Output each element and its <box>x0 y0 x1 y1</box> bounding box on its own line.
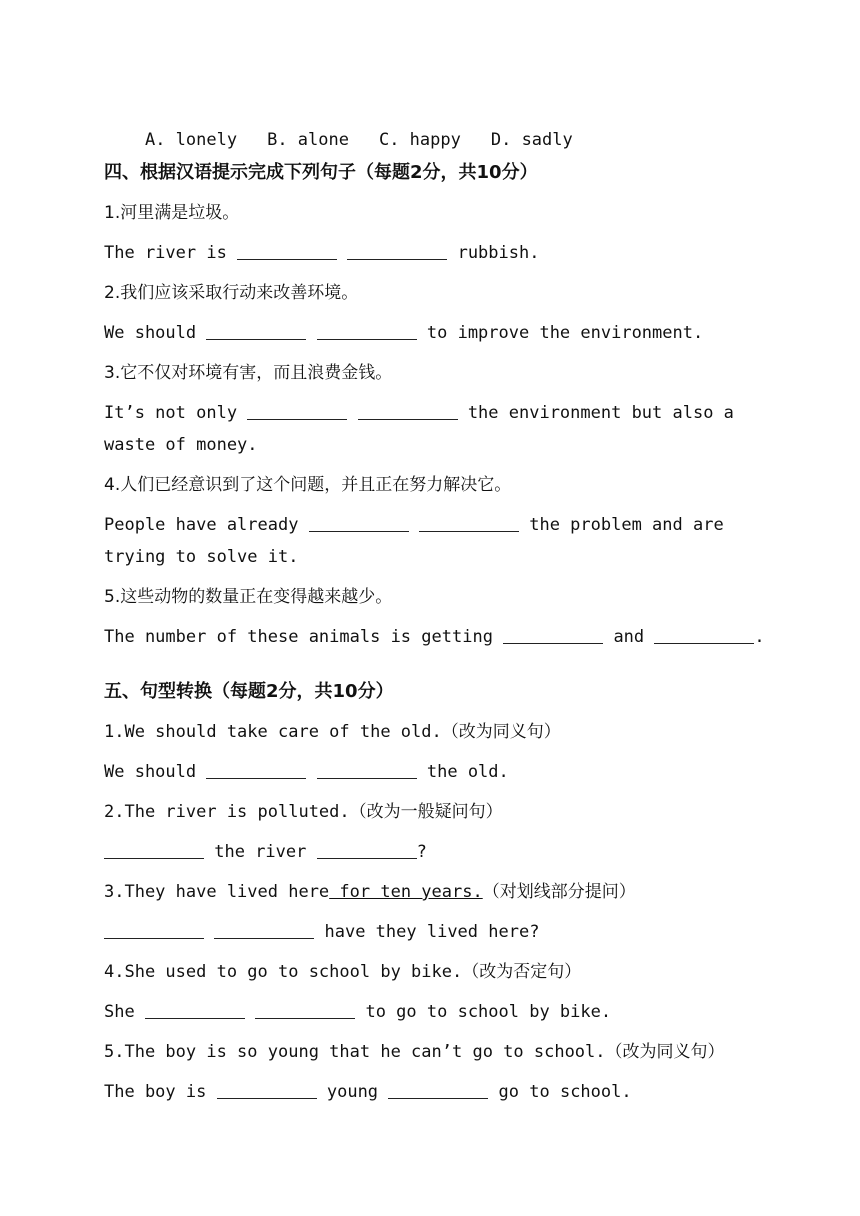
s5-q1-text: 1.We should take care of the old. <box>104 722 442 742</box>
s5-q3-question <box>104 881 636 903</box>
s4-q5-mid: and <box>613 627 645 647</box>
answer-blank[interactable] <box>317 323 417 340</box>
s4-q2-chinese: 2.我们应该采取行动来改善环境。 <box>104 283 359 303</box>
answer-blank[interactable] <box>237 243 337 260</box>
answer-blank[interactable] <box>247 403 347 420</box>
s4-q3-continued: waste of money. <box>104 435 258 455</box>
s4-q3-english <box>104 402 734 424</box>
s4-q1-english <box>104 242 539 264</box>
s4-q3-post: the environment but also a <box>467 403 734 423</box>
answer-blank[interactable] <box>347 243 447 260</box>
answer-blank[interactable] <box>654 627 754 644</box>
s4-q4-continued: trying to solve it. <box>104 547 299 567</box>
answer-blank[interactable] <box>317 762 417 779</box>
s4-q1-pre: The river is <box>104 243 227 263</box>
s5-q5-text: 5.The boy is so young that he can’t go to school. <box>104 1042 606 1062</box>
answer-blank[interactable] <box>419 515 519 532</box>
s4-q2-post: to improve the environment. <box>426 323 704 343</box>
s4-q5-pre: The number of these animals is getting <box>104 627 493 647</box>
s4-q4-pre: People have already <box>104 515 299 535</box>
s5-q2-mid: the river <box>214 842 307 862</box>
s5-q2-post: ? <box>416 842 427 862</box>
s5-q5-pre: The boy is <box>104 1082 207 1102</box>
s4-q2-pre: We should <box>104 323 197 343</box>
s5-q4-answer <box>104 1001 611 1023</box>
s4-q3-chinese: 3.它不仅对环境有害，而且浪费金钱。 <box>104 363 393 383</box>
s5-q4-text: 4.She used to go to school by bike. <box>104 962 463 982</box>
option-b: B. alone <box>267 130 349 150</box>
s5-q4-pre: She <box>104 1002 135 1022</box>
option-a: A. lonely <box>144 130 238 150</box>
s5-q3-post: have they lived here? <box>324 922 540 942</box>
answer-blank[interactable] <box>206 323 306 340</box>
s5-q1-post: the old. <box>426 762 509 782</box>
s5-q4-note: （改为否定句） <box>462 962 582 982</box>
s4-q4-english <box>104 514 724 536</box>
s5-q2-question <box>104 801 503 823</box>
s5-q2-note: （改为一般疑问句） <box>349 802 503 822</box>
answer-blank[interactable] <box>214 922 314 939</box>
s5-q1-note: （改为同义句） <box>441 722 561 742</box>
s5-q4-question <box>104 961 581 983</box>
answer-blank[interactable] <box>388 1082 488 1099</box>
answer-blank[interactable] <box>104 842 204 859</box>
option-c: C. happy <box>378 130 461 150</box>
s5-q5-post: go to school. <box>498 1082 632 1102</box>
s5-q3-answer <box>104 921 539 943</box>
s4-q3-pre: It’s not only <box>104 403 238 423</box>
s4-q5-english <box>104 626 765 648</box>
s5-q4-post: to go to school by bike. <box>365 1002 612 1022</box>
s5-q1-answer <box>104 761 509 783</box>
s4-q4-post: the problem and are <box>529 515 724 535</box>
s4-q2-english <box>104 322 703 344</box>
s5-q5-question <box>104 1041 725 1063</box>
s4-q4-chinese: 4.人们已经意识到了这个问题，并且正在努力解决它。 <box>104 475 512 495</box>
s5-q5-answer <box>104 1081 632 1103</box>
answer-blank[interactable] <box>206 762 306 779</box>
section5-heading: 五、句型转换（每题2分，共10分） <box>104 681 394 702</box>
s4-q5-chinese: 5.这些动物的数量正在变得越来越少。 <box>104 587 393 607</box>
s5-q2-text: 2.The river is polluted. <box>104 802 350 822</box>
answer-blank[interactable] <box>503 627 603 644</box>
answer-blank[interactable] <box>317 842 417 859</box>
answer-blank[interactable] <box>309 515 409 532</box>
answer-blank[interactable] <box>217 1082 317 1099</box>
s4-q5-post: . <box>754 627 765 647</box>
option-d: D. sadly <box>490 130 573 150</box>
s5-q3-text: 3.They have lived here <box>104 882 330 902</box>
answer-blank[interactable] <box>104 922 204 939</box>
answer-blank[interactable] <box>358 403 458 420</box>
answer-blank[interactable] <box>255 1002 355 1019</box>
s5-q5-mid: young <box>326 1082 379 1102</box>
s5-q3-underlined-part: for ten years. <box>329 882 483 902</box>
s5-q1-pre: We should <box>104 762 197 782</box>
section4-heading: 四、根据汉语提示完成下列句子（每题2分，共10分） <box>104 162 538 183</box>
s4-q1-chinese: 1.河里满是垃圾。 <box>104 203 240 223</box>
answer-blank[interactable] <box>145 1002 245 1019</box>
s5-q2-answer <box>104 841 427 863</box>
s4-q1-post: rubbish. <box>457 243 540 263</box>
s5-q5-note: （改为同义句） <box>605 1042 725 1062</box>
s5-q3-note: （对划线部分提问） <box>482 882 636 902</box>
s5-q1-question <box>104 721 561 743</box>
